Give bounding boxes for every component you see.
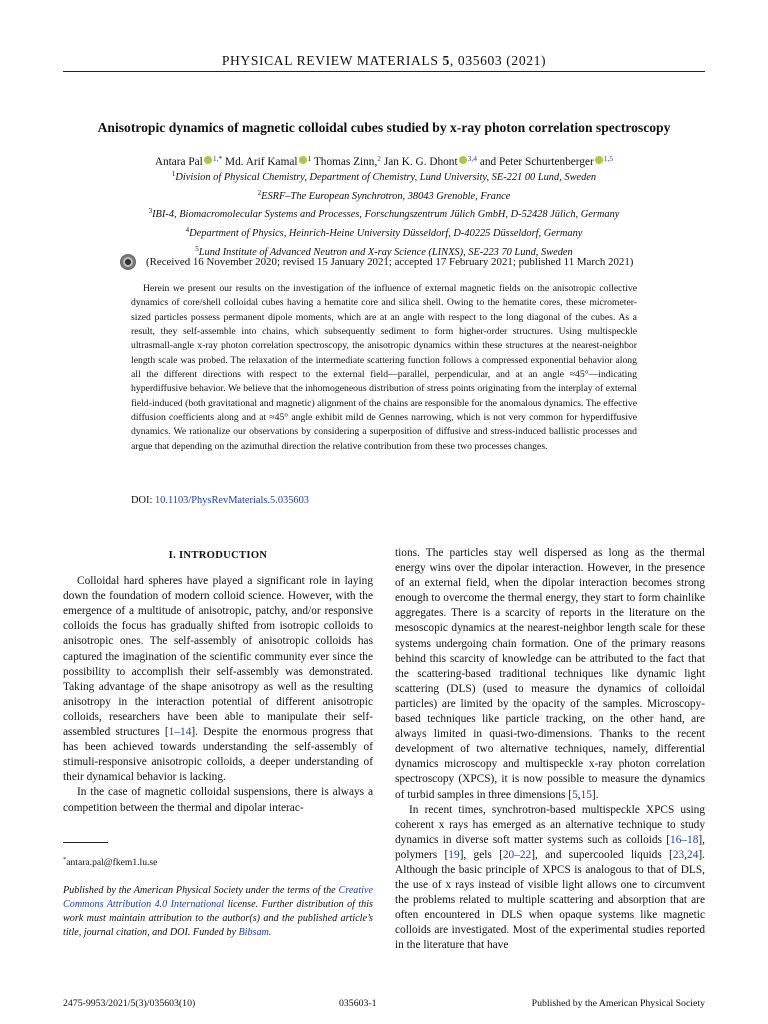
author-name: and Peter Schurtenberger (479, 156, 594, 168)
orcid-icon[interactable] (459, 156, 467, 164)
license-statement: Published by the American Physical Society under the terms of the Creative Commons Attribution 4.0 International license. Further distribution of this work must maintain attribution to the author(s) and the published article’s title, journal citation, and DOI. Funded by Bibsam. (63, 885, 374, 939)
license-link[interactable]: Bibsam (238, 927, 269, 939)
paragraph: In recent times, synchrotron-based multispeckle XPCS using coherent x rays has emerged as an alternative technique to study dynamics in diverse soft matter systems such as colloids [16–18], polymers [19], gels [20–22], and supercooled liquids [23,24]. Although the basic principle of XPCS is analogous to that of DLS, the use of x rays instead of visible light allows one to circumvent the problems related to multiple scattering and absorption that are often encountered in DLS when opaque systems like magnetic colloids are investigated. Most of the experimental studies reported in the literature that have (395, 803, 705, 952)
corresponding-author-footnote: *antara.pal@fkem1.lu.se (63, 856, 158, 868)
citation-link[interactable]: 20–22 (502, 848, 532, 861)
doi-label: DOI: (131, 495, 153, 506)
received-dates: (Received 16 November 2020; revised 15 January 2021; accepted 17 February 2021; published 11 March 2021) (146, 256, 634, 268)
author-sup: 1 (307, 154, 312, 163)
doi-line (131, 495, 309, 506)
citation-link[interactable]: 16–18 (670, 833, 699, 846)
journal-header (63, 53, 705, 69)
left-column (63, 548, 373, 816)
author-sup[interactable]: 1,5 (603, 154, 614, 163)
crossmark-icon[interactable] (120, 254, 136, 270)
author-name: Md. Arif Kamal (225, 156, 298, 168)
author-name: Thomas Zinn, (313, 156, 378, 168)
citation-link[interactable]: 15 (580, 788, 592, 801)
license-link[interactable]: Creative Commons Attribution 4.0 International (63, 885, 373, 911)
section-heading: I. INTRODUCTION (168, 550, 268, 561)
orcid-icon[interactable] (595, 156, 603, 164)
journal-volume: 5 (442, 53, 450, 68)
paragraph: In the case of magnetic colloidal suspensions, there is always a competition between the thermal and dipolar interac- (63, 786, 373, 814)
author-sup[interactable]: 2 (377, 154, 382, 163)
orcid-icon[interactable] (204, 156, 212, 164)
affiliation: $^1$Division of Physical Chemistry, Department of Chemistry, Lund University, SE-221 00 Lund, Sweden (171, 170, 597, 183)
paragraph: tions. The particles stay well dispersed as long as the thermal energy wins over the dipolar interaction. However, in the presence of an external field, when the dipolar interaction becomes strong enough to overcome the thermal energy, they start to form chainlike aggregates. There is a scarcity of reports in the literature on the mesoscopic dynamics at the nearest-neighbor length scale for these systems undergoing chain formation. One of the primary reasons behind this scarcity of knowledge can be attributed to the fact that the scattering-based traditional techniques like dynamic light scattering (DLS) (used to measure the dynamics of colloidal particles) are limited by the opacity of the samples. Microscopy-based techniques like particle tracking, on the other hand, are always limited in quasi-two-dimensions. Thanks to the recent development of two alternative techniques, namely, differential dynamics microscopy and multispeckle x-ray photon correlation spectroscopy (XPCS), it is now possible to measure the dynamics of turbid samples in three dimensions [5,15]. (395, 547, 705, 801)
footnote-rule (63, 842, 108, 843)
author-star[interactable]: * (218, 154, 223, 163)
author-name: Jan K. G. Dhont (383, 156, 458, 168)
author-sup[interactable]: 3,4 (467, 154, 477, 163)
affiliation: $^4$Department of Physics, Heinrich-Heine University Düsseldorf, D-40225 Düsseldorf, Germany (185, 226, 583, 240)
citation-link[interactable]: 24 (687, 848, 699, 861)
journal-name: PHYSICAL REVIEW MATERIALS (221, 53, 439, 68)
footer-issn: 2475-9953/2021/5(3)/035603(10) (63, 998, 196, 1009)
abstract: Herein we present our results on the investigation of the influence of external magnetic fields on the anisotropic collective dynamics of core/shell colloidal cubes having a hematite core and silica shell. Owing to the hematite cores, these micrometer-sized particles possess permanent dipole moments, which are at an angle with respect to the long diagonal of the cubes. As a result, they self-assemble into chains, which subsequently sediment to form higher-order structures. Using multispeckle ultrasmall-angle x-ray photon correlation spectroscopy, the anisotropic dynamics within these structures at the nearest-neighbor length scale was probed. The relaxation of the intermediate scattering function follows a compressed exponential behavior along all the different directions with respect to the external field—parallel, perpendicular, and at an angle ≈45°—indicating hyperdiffusive behavior. We believe that the inhomogeneous distribution of stress points originating from the interplay of external field-induced (both gravitational and magnetic) alignment of the chains are responsible for the anomalous dynamics. The effective diffusion coefficients along and at ≈45° angle exhibit mild de Gennes narrowing, which is not very common for hyperdiffusive dynamics. We rationalize our observations by considering a superposition of diffusive and stress-induced ballistic processes and argue that depending on the azimuthal direction the relative contribution from these two processes changes. (131, 283, 637, 452)
orcid-icon[interactable] (299, 156, 307, 164)
affiliation: $^3$IBI-4, Biomacromolecular Systems and Processes, Forschungszentrum Jülich GmbH, D-52428 Jülich, Germany (148, 207, 620, 221)
header-rule (63, 71, 705, 72)
affiliation-list (60, 167, 708, 261)
publisher-note: Published by the American Physical Society (531, 998, 705, 1009)
journal-article: , 035603 (2021) (449, 53, 547, 68)
author-name: Antara Pal (154, 156, 203, 168)
author-email[interactable]: antara.pal@fkem1.lu.se (66, 857, 158, 868)
citation-link[interactable]: 23 (672, 848, 685, 861)
citation-link[interactable]: 19 (448, 848, 460, 861)
affiliation: $^5$Lund Institute of Advanced Neutron and X-ray Science (LINXS), SE-223 70 Lund, Sweden (195, 244, 573, 258)
citation-link[interactable]: 1–14 (168, 726, 192, 739)
author-sup[interactable]: 1, (212, 154, 219, 163)
affiliation: $^2$ESRF–The European Synchrotron, 38043 Grenoble, France (257, 188, 511, 202)
doi-link[interactable]: 10.1103/PhysRevMaterials.5.035603 (154, 495, 309, 506)
paragraph: Colloidal hard spheres have played a significant role in laying down the foundation of modern colloid science. However, with the emergence of a multitude of anisotropic, patchy, and/or responsive colloids the focus has gradually shifted from isotropic colloids to anisotropic ones. The self-assembly of anisotropic colloids has captured the imagination of the scientific community ever since the possibility to accomplish their self-assembly was demonstrated. Taking advantage of the shape anisotropy as well as the resulting anisotropy in the interaction potential of different anisotropic colloids, researchers have been able to manipulate their self-assembled structures [1–14]. Despite the enormous progress that has been achieved towards understanding the self-assembly of stimuli-responsive anisotropic colloids, a deeper understanding of their dynamical behavior is lacking. (63, 575, 373, 784)
right-column (395, 546, 705, 954)
page-number: 035603-1 (339, 998, 377, 1009)
citation-link[interactable]: 5 (572, 788, 578, 801)
publication-history (118, 254, 658, 270)
paper-title: Anisotropic dynamics of magnetic colloidal cubes studied by x-ray photon correlation spectroscopy (97, 120, 671, 135)
